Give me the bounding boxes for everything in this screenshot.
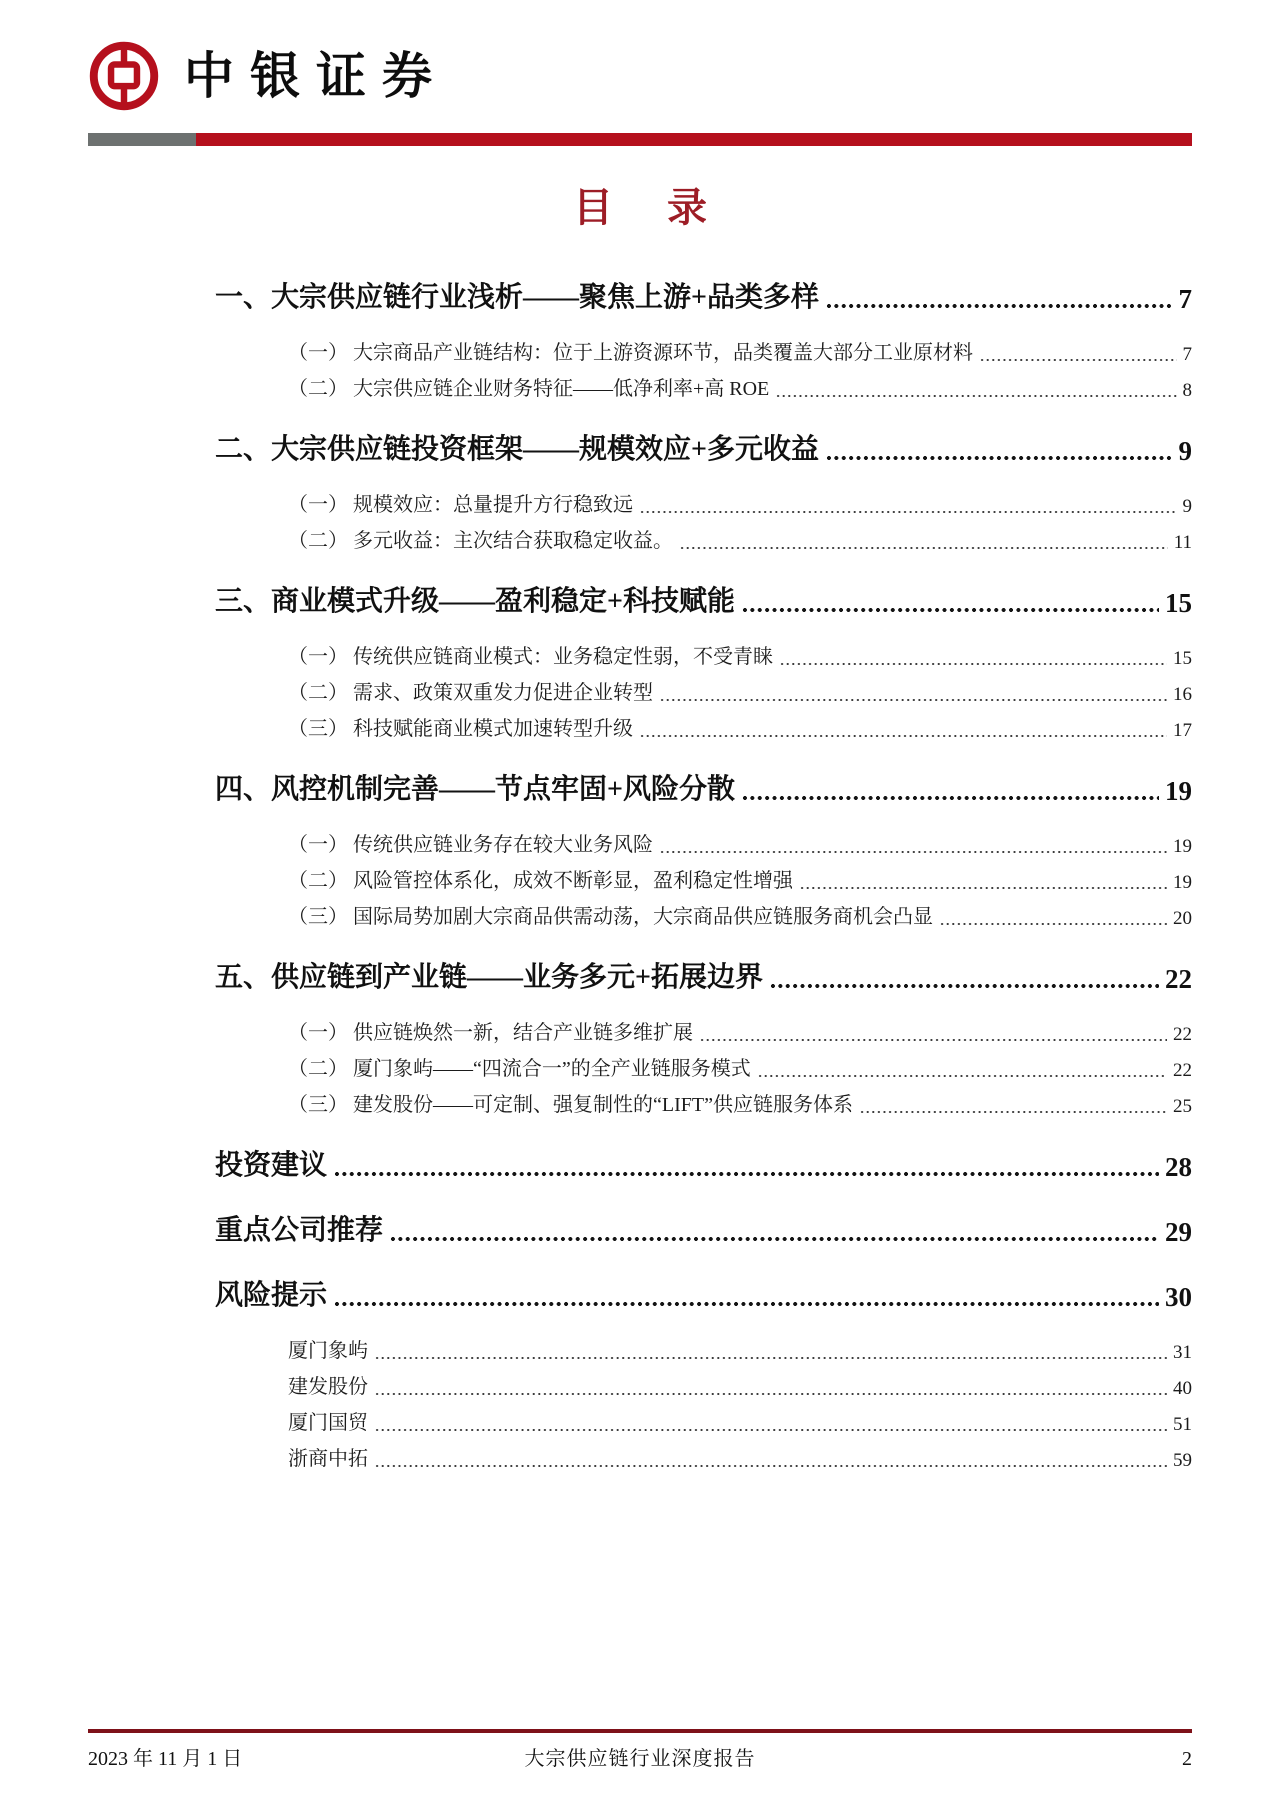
toc-entry-label: （三） 建发股份——可定制、强复制性的“LIFT”供应链服务体系 <box>288 1094 853 1116</box>
toc-entry-label: （一） 规模效应：总量提升方行稳致远 <box>288 494 633 516</box>
toc-entry-label: （三） 国际局势加剧大宗商品供需动荡，大宗商品供应链服务商机会凸显 <box>288 906 933 928</box>
toc-dot-leader <box>375 1356 1167 1360</box>
toc-entry-page-number: 19 <box>1165 776 1192 807</box>
boc-logo-icon <box>88 40 160 112</box>
toc-dot-leader <box>770 983 1159 989</box>
toc-entry-label: 三、商业模式升级——盈利稳定+科技赋能 <box>215 586 735 617</box>
toc-entry[interactable] <box>215 645 1192 670</box>
toc-dot-leader <box>375 1428 1167 1432</box>
toc-entry-label: （一） 供应链焕然一新，结合产业链多维扩展 <box>288 1022 693 1044</box>
toc-entry[interactable] <box>215 1375 1192 1400</box>
toc-entry-page-number: 20 <box>1173 908 1192 930</box>
header-rule-red-segment <box>196 133 1192 146</box>
toc-entry-label: （一） 传统供应链商业模式：业务稳定性弱，不受青睐 <box>288 646 773 668</box>
toc-entry-page-number: 19 <box>1173 872 1192 894</box>
toc-page-title: 目 录 <box>573 185 729 230</box>
toc-entry[interactable] <box>215 717 1192 742</box>
toc-entry-page-number: 17 <box>1173 720 1192 742</box>
toc-entry[interactable] <box>215 529 1192 554</box>
toc-entry[interactable] <box>215 493 1192 518</box>
toc-entry[interactable] <box>215 960 1192 995</box>
toc-entry-page-number: 7 <box>1178 284 1192 315</box>
toc-entry-page-number: 9 <box>1178 436 1192 467</box>
toc-dot-leader <box>334 1301 1159 1307</box>
toc-entry-label: 四、风控机制完善——节点牢固+风险分散 <box>215 774 735 805</box>
toc-dot-leader <box>776 394 1176 398</box>
toc-entry-page-number: 31 <box>1173 1342 1192 1364</box>
toc-entry[interactable] <box>215 1339 1192 1364</box>
toc-dot-leader <box>780 662 1167 666</box>
toc-entry[interactable] <box>215 1411 1192 1436</box>
toc-dot-leader <box>700 1038 1167 1042</box>
toc-dot-leader <box>940 922 1167 926</box>
toc-entry[interactable] <box>215 377 1192 402</box>
toc-entry[interactable] <box>215 1278 1192 1313</box>
toc-entry-label: （三） 科技赋能商业模式加速转型升级 <box>288 718 633 740</box>
toc-entry-page-number: 15 <box>1173 648 1192 670</box>
toc-entry-label: 投资建议 <box>215 1150 328 1181</box>
toc-entry-label: 重点公司推荐 <box>215 1215 384 1246</box>
toc-list <box>215 235 1192 1472</box>
toc-entry[interactable] <box>215 1093 1192 1118</box>
toc-dot-leader <box>758 1074 1167 1078</box>
toc-entry-page-number: 7 <box>1182 344 1192 366</box>
toc-entry[interactable] <box>215 1447 1192 1472</box>
toc-entry-label: 一、大宗供应链行业浅析——聚焦上游+品类多样 <box>215 282 819 313</box>
toc-entry-label: （二） 多元收益：主次结合获取稳定收益。 <box>288 530 673 552</box>
brand-name: 中银证券 <box>184 48 448 104</box>
toc-entry[interactable] <box>215 833 1192 858</box>
toc-dot-leader <box>680 546 1168 550</box>
toc-entry[interactable] <box>215 1021 1192 1046</box>
footer-date: 2023 年 11 月 1 日 <box>88 1748 243 1770</box>
toc-entry-page-number: 16 <box>1173 684 1192 706</box>
toc-dot-leader <box>334 1171 1159 1177</box>
toc-entry-page-number: 22 <box>1165 964 1192 995</box>
toc-entry[interactable] <box>215 1057 1192 1082</box>
toc-dot-leader <box>800 886 1167 890</box>
toc-entry-page-number: 25 <box>1173 1096 1192 1118</box>
toc-dot-leader <box>826 455 1173 461</box>
toc-entry-page-number: 11 <box>1173 532 1192 554</box>
toc-entry-page-number: 29 <box>1165 1217 1192 1248</box>
toc-entry-label: 五、供应链到产业链——业务多元+拓展边界 <box>215 962 763 993</box>
toc-dot-leader <box>742 795 1159 801</box>
toc-entry[interactable] <box>215 869 1192 894</box>
toc-entry-page-number: 22 <box>1173 1024 1192 1046</box>
toc-entry[interactable] <box>215 1148 1192 1183</box>
toc-dot-leader <box>640 510 1177 514</box>
toc-entry-label: （一） 传统供应链业务存在较大业务风险 <box>288 834 653 856</box>
toc-entry-label: （二） 厦门象屿——“四流合一”的全产业链服务模式 <box>288 1058 751 1080</box>
toc-entry-label: 浙商中拓 <box>288 1448 368 1470</box>
toc-entry-page-number: 28 <box>1165 1152 1192 1183</box>
toc-entry[interactable] <box>215 584 1192 619</box>
toc-dot-leader <box>660 698 1167 702</box>
header-rule-gray-segment <box>88 133 196 146</box>
toc-dot-leader <box>375 1392 1167 1396</box>
toc-entry-label: （一） 大宗商品产业链结构：位于上游资源环节，品类覆盖大部分工业原材料 <box>288 342 973 364</box>
toc-entry-page-number: 15 <box>1165 588 1192 619</box>
toc-entry-page-number: 30 <box>1165 1282 1192 1313</box>
report-footer <box>88 1729 1192 1771</box>
header-rule <box>88 133 1192 146</box>
toc-entry[interactable] <box>215 905 1192 930</box>
toc-entry[interactable] <box>215 772 1192 807</box>
toc-entry-page-number: 59 <box>1173 1450 1192 1472</box>
toc-dot-leader <box>826 303 1173 309</box>
toc-entry[interactable] <box>215 1213 1192 1248</box>
toc-entry-label: 二、大宗供应链投资框架——规模效应+多元收益 <box>215 434 819 465</box>
toc-dot-leader <box>742 607 1159 613</box>
toc-entry-page-number: 19 <box>1173 836 1192 858</box>
toc-entry-label: 厦门象屿 <box>288 1340 368 1362</box>
toc-entry-label: （二） 需求、政策双重发力促进企业转型 <box>288 682 653 704</box>
toc-entry-label: 厦门国贸 <box>288 1412 368 1434</box>
report-header <box>88 40 448 112</box>
toc-dot-leader <box>860 1110 1167 1114</box>
toc-dot-leader <box>660 850 1167 854</box>
toc-entry-label: 风险提示 <box>215 1280 328 1311</box>
toc-entry-page-number: 51 <box>1173 1414 1192 1436</box>
toc-entry-page-number: 40 <box>1173 1378 1192 1400</box>
toc-entry-label: （二） 大宗供应链企业财务特征——低净利率+高 ROE <box>288 378 770 400</box>
toc-dot-leader <box>375 1464 1167 1468</box>
toc-dot-leader <box>390 1236 1159 1242</box>
toc-entry[interactable] <box>215 280 1192 315</box>
toc-entry-page-number: 8 <box>1182 380 1192 402</box>
toc-entry[interactable] <box>215 341 1192 366</box>
toc-entry-label: （二） 风险管控体系化，成效不断彰显，盈利稳定性增强 <box>288 870 793 892</box>
footer-page-number: 2 <box>1182 1748 1192 1770</box>
footer-report-title: 大宗供应链行业深度报告 <box>524 1748 756 1770</box>
toc-entry[interactable] <box>215 432 1192 467</box>
toc-dot-leader <box>640 734 1167 738</box>
toc-entry-label: 建发股份 <box>288 1376 368 1398</box>
toc-entry-page-number: 9 <box>1182 496 1192 518</box>
toc-dot-leader <box>980 358 1177 362</box>
toc-entry-page-number: 22 <box>1173 1060 1192 1082</box>
toc-entry[interactable] <box>215 681 1192 706</box>
